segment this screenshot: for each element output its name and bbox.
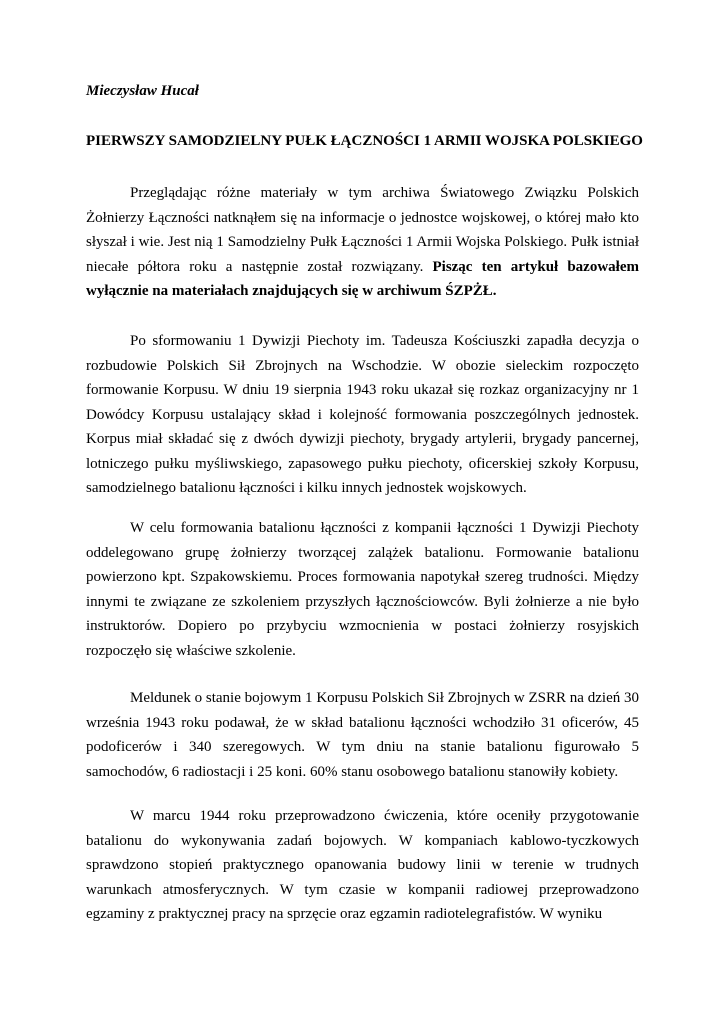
paragraph-2: Po sformowaniu 1 Dywizji Piechoty im. Tadeusza Kościuszki zapadła decyzja o rozbudowie Polskich Sił Zbrojnych na Wschodzie. W obozie sieleckim rozpoczęto formowanie Korpusu. W dniu 19 sierpnia 1943 roku ukazał się rozkaz organizacyjny nr 1 Dowódcy Korpusu ustalający skład i kolejność formowania poszczególnych jednostek. Korpus miał składać się z dwóch dywizji piechoty, brygady artylerii, brygady pancernej, lotniczego pułku myśliwskiego, zapasowego pułku piechoty, oficerskiej szkoły Korpusu, samodzielnego batalionu łączności i kilku innych jednostek wojskowych. [86,333,639,496]
paragraph-1 [86,181,639,304]
paragraph-4: Meldunek o stanie bojowym 1 Korpusu Polskich Sił Zbrojnych w ZSRR na dzień 30 września 1943 roku podawał, że w skład batalionu łączności wchodziło 31 oficerów, 45 podoficerów i 340 szeregowych. W tym dniu na stanie batalionu figurowało 5 samochodów, 6 radiostacji i 25 koni. 60% stanu osobowego batalionu stanowiły kobiety. [86,690,639,780]
author-name: Mieczysław Hucał [86,83,199,99]
paragraph-3: W celu formowania batalionu łączności z kompanii łączności 1 Dywizji Piechoty oddelegowano grupę żołnierzy tworzącej zalążek batalionu. Formowanie batalionu powierzono kpt. Szpakowskiemu. Proces formowania napotykał szereg trudności. Między innymi te związane ze szkoleniem przyszłych łącznościowców. Byli żołnierze a nie było instruktorów. Dopiero po przybyciu wzmocnienia w postaci żołnierzy rosyjskich rozpoczęło się właściwe szkolenie. [86,520,639,659]
article-title: PIERWSZY SAMODZIELNY PUŁK ŁĄCZNOŚCI 1 ARMII WOJSKA POLSKIEGO [86,133,643,149]
paragraph-1-text: Przeglądając różne materiały w tym archiwa Światowego Związku Polskich Żołnierzy Łączności natknąłem się na informacje o jednostce wojskowej, o której mało kto słyszał i wie. Jest nią 1 Samodzielny Pułk Łączności 1 Armii Wojska Polskiego. Pułk istniał niecałe półtora roku a następnie został rozwiązany. [86,185,639,275]
paragraph-1-bold-text: Pisząc ten artykuł bazowałem wyłącznie na materiałach znajdujących się w archiwum ŚZPŻŁ. [86,258,639,299]
paragraph-5: W marcu 1944 roku przeprowadzono ćwiczenia, które oceniły przygotowanie batalionu do wykonywania zadań bojowych. W kompaniach kablowo-tyczkowych sprawdzono stopień praktycznego opanowania budowy linii w terenie w trudnych warunkach atmosferycznych. W tym czasie w kompanii radiowej przeprowadzono egzaminy z praktycznej pracy na sprzęcie oraz egzamin radiotelegrafistów. W wyniku [86,808,639,922]
